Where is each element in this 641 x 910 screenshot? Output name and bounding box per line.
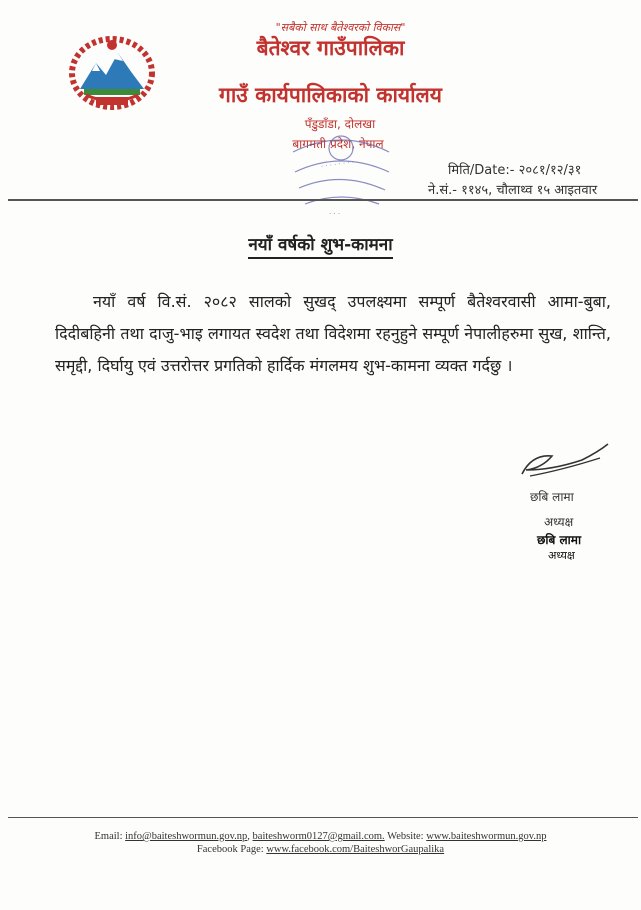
footer-facebook-line — [0, 844, 641, 855]
office-stamp — [285, 118, 397, 218]
website-label: Website: — [387, 831, 424, 842]
ns-label: ने.सं.- — [428, 183, 457, 198]
handwritten-signature — [512, 440, 612, 482]
address-line-2: बागमती प्रदेश, नेपाल — [292, 137, 384, 151]
date-line — [448, 160, 581, 178]
website-link[interactable]: www.baiteshwormun.gov.np — [426, 831, 547, 842]
facebook-link[interactable]: www.facebook.com/BaiteshworGaupalika — [266, 844, 445, 855]
date-label: मिति/Date:- — [448, 163, 515, 178]
ns-value: ११४५, चौलाथ्व १५ आइतवार — [461, 183, 598, 198]
signatory-name: छबि लामा — [530, 490, 574, 504]
svg-text:· · ·: · · · — [329, 210, 341, 218]
document-title — [0, 232, 641, 255]
organization-name: बैतेश्वर गाउँपालिका — [256, 36, 405, 60]
footer-contact-line — [0, 831, 641, 842]
svg-text:· · · · · · · ·: · · · · · · · · — [320, 158, 355, 171]
email-link-2[interactable]: baiteshworm0127@gmail.com. — [252, 831, 385, 842]
signatory-title: अध्यक्ष — [544, 515, 574, 529]
slogan: "सबैको साथ बैतेश्वरको विकास" — [275, 21, 406, 34]
email-label: Email: — [94, 831, 123, 842]
office-name: गाउँ कार्यपालिकाको कार्यालय — [219, 83, 442, 107]
address-line-1: पँडुडाँडा, दोलखा — [304, 117, 376, 131]
document-body: नयाँ वर्ष वि.सं. २०८२ सालको सुखद् उपलक्ष्यमा सम्पूर्ण बैतेश्वरवासी आमा-बुबा, दिदीबहिनी तथा दाजु-भाइ लगायत स्वदेश तथा विदेशमा रहनुहुने सम्पूर्ण नेपालीहरुमा सुख, शान्ति, समृद्दी, दिर्घायु एवं उत्तरोत्तर प्रगतिको हार्दिक मंगलमय शुभ-कामना व्यक्त गर्दछु । — [55, 292, 611, 375]
signatory-stamp-name: छबि लामा — [537, 533, 582, 547]
signatory-stamp-title: अध्यक्ष — [548, 549, 575, 562]
date-value: २०८१/१२/३१ — [518, 163, 582, 178]
document-title-text: नयाँ वर्षको शुभ-कामना — [248, 235, 392, 259]
email-link-1[interactable]: info@baiteshwormun.gov.np — [125, 831, 248, 842]
header-divider — [8, 199, 638, 201]
nepal-sambat-line — [428, 180, 597, 198]
footer-divider — [8, 817, 638, 818]
email-separator: , — [247, 831, 250, 842]
facebook-label: Facebook Page: — [196, 844, 264, 855]
